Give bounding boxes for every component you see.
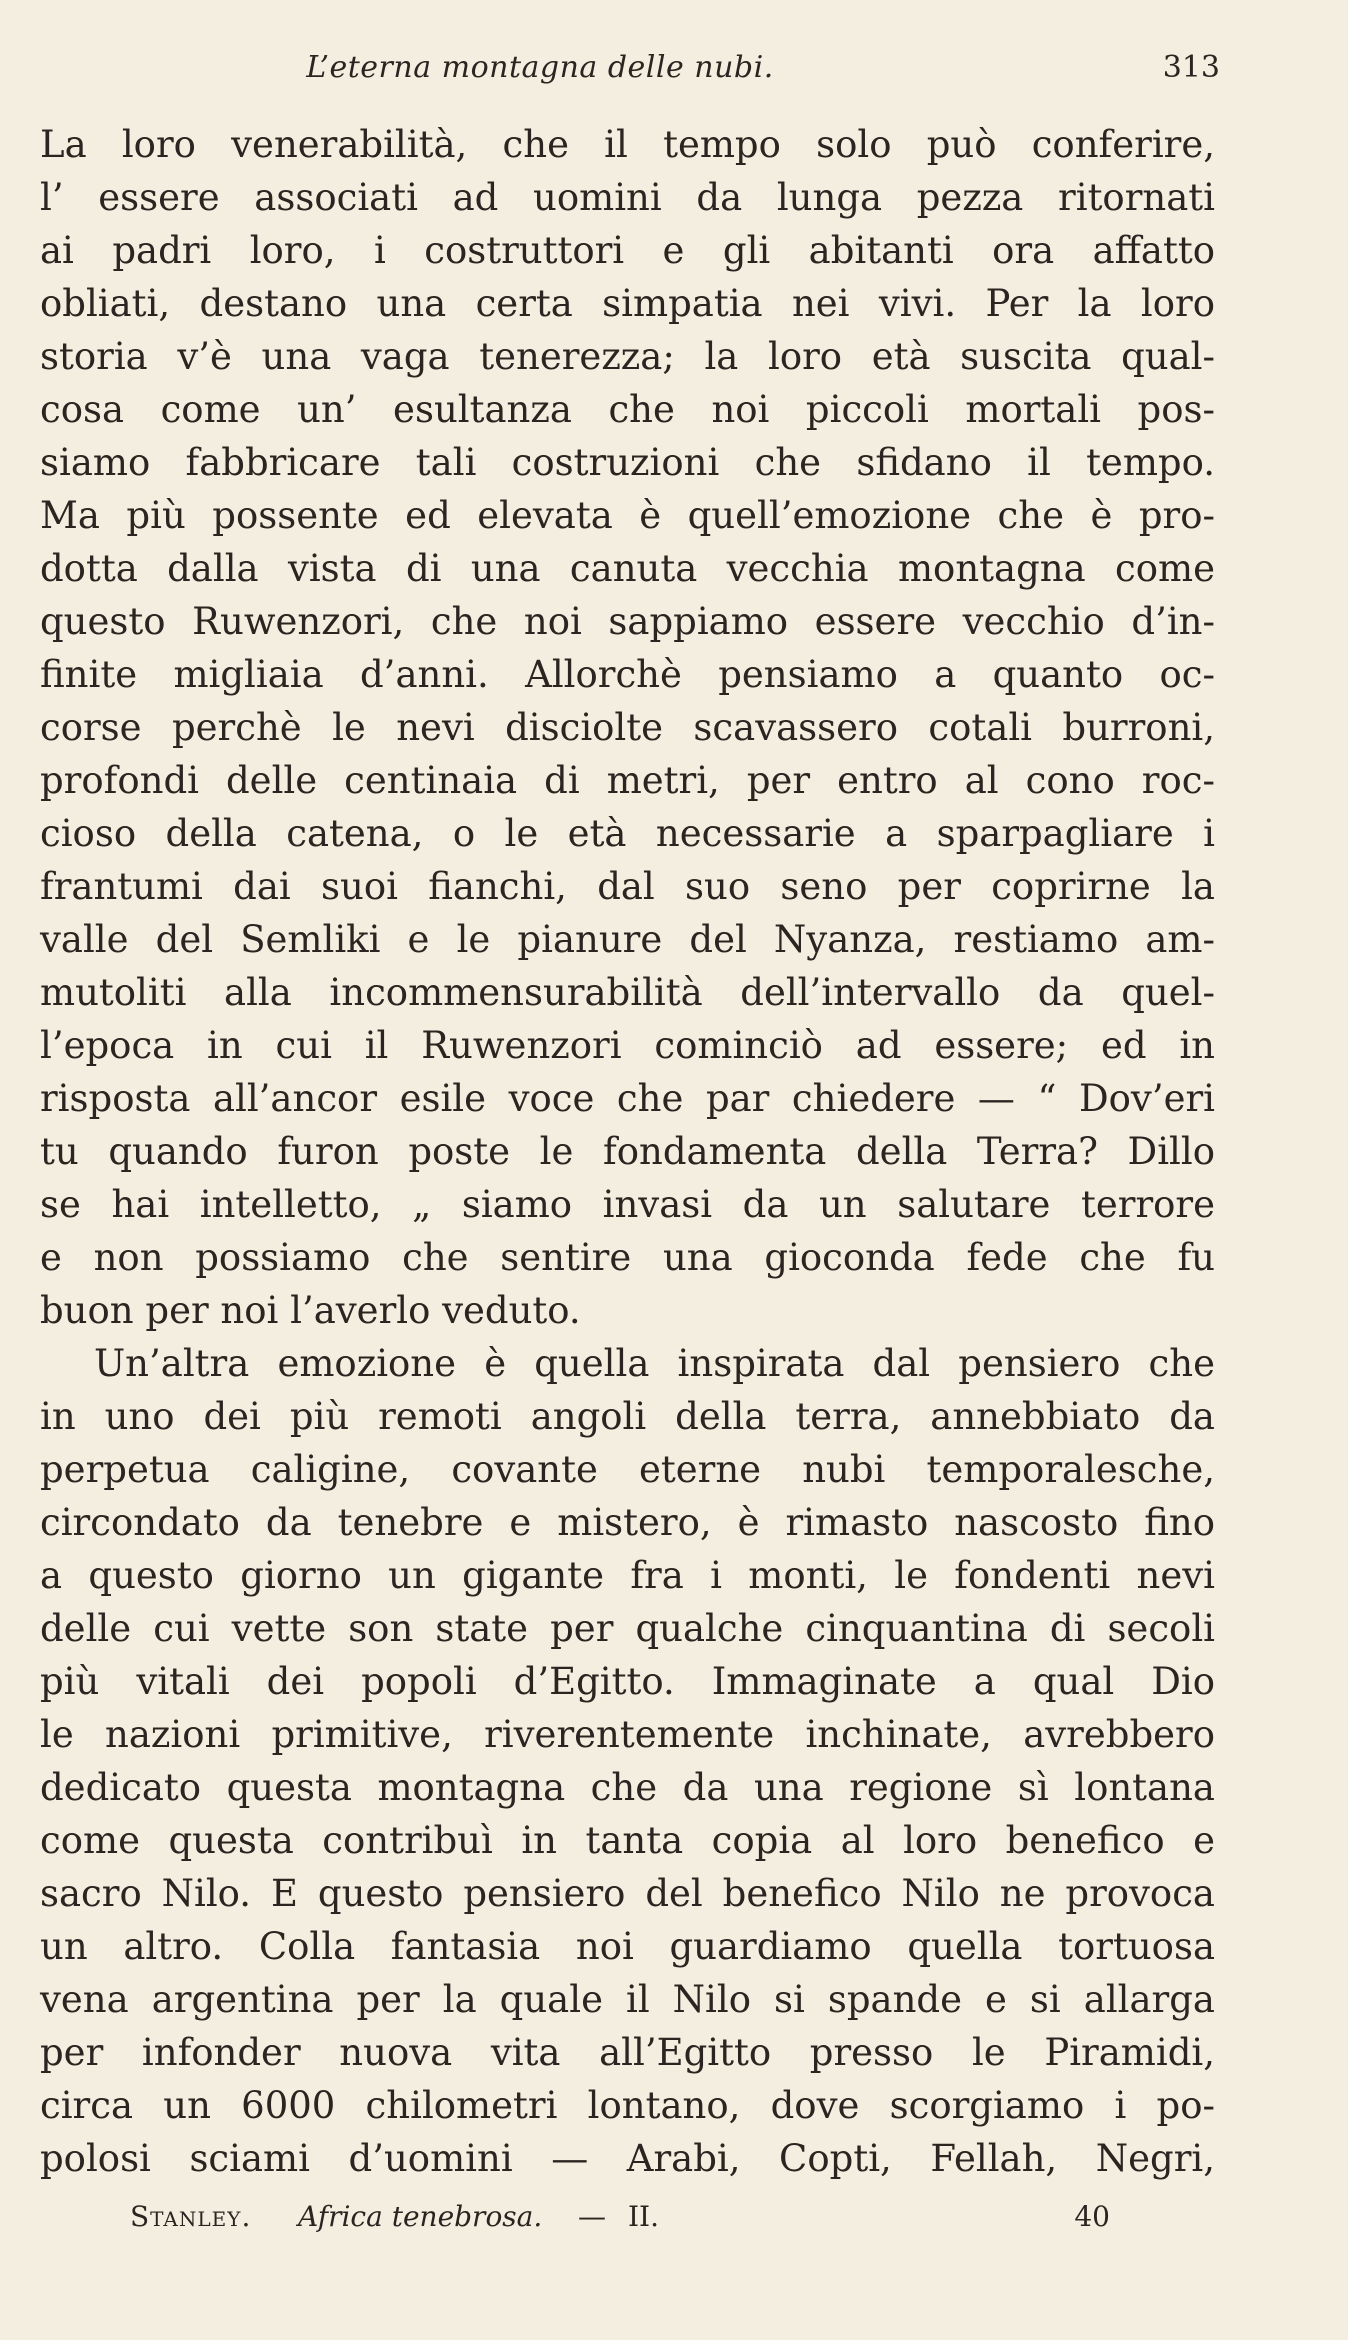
text-line: a questo giorno un gigante fra i monti, le fondenti nevi	[40, 1554, 1215, 1597]
text-line: l’epoca in cui il Ruwenzori cominciò ad essere; ed in	[40, 1024, 1215, 1067]
text-line: frantumi dai suoi fianchi, dal suo seno per coprirne la	[40, 865, 1215, 908]
text-line: siamo fabbricare tali costruzioni che sfidano il tempo.	[40, 441, 1215, 484]
footer-book-title: Africa tenebrosa.	[298, 2200, 543, 2233]
text-line: ai padri loro, i costruttori e gli abitanti ora affatto	[40, 229, 1215, 272]
footer-author: Stanley.	[130, 2200, 252, 2233]
text-line: in uno dei più remoti angoli della terra, annebbiato da	[40, 1395, 1215, 1438]
text-line: per infonder nuova vita all’Egitto presso le Piramidi,	[40, 2031, 1215, 2074]
text-line: sacro Nilo. E questo pensiero del benefico Nilo ne provoca	[40, 1872, 1215, 1915]
running-title: L’eterna montagna delle nubi.	[306, 50, 774, 85]
page-number: 313	[1162, 50, 1220, 85]
text-line: circondato da tenebre e mistero, è rimasto nascosto fino	[40, 1501, 1215, 1544]
text-line: più vitali dei popoli d’Egitto. Immaginate a qual Dio	[40, 1660, 1215, 1703]
text-line: come questa contribuì in tanta copia al loro benefico e	[40, 1819, 1215, 1862]
text-line: valle del Semliki e le pianure del Nyanza, restiamo am-	[40, 918, 1215, 961]
footer-volume: II.	[628, 2200, 660, 2233]
text-line: l’ essere associati ad uomini da lunga pezza ritornati	[40, 176, 1215, 219]
text-line: tu quando furon poste le fondamenta della Terra? Dillo	[40, 1130, 1215, 1173]
footer-separator: —	[578, 2200, 606, 2233]
text-line: mutoliti alla incommensurabilità dell’intervallo da quel-	[40, 971, 1215, 1014]
text-line: un altro. Colla fantasia noi guardiamo quella tortuosa	[40, 1925, 1215, 1968]
text-line: risposta all’ancor esile voce che par chiedere — “ Dov’eri	[40, 1077, 1215, 1120]
text-line: obliati, destano una certa simpatia nei vivi. Per la loro	[40, 282, 1215, 325]
text-line: questo Ruwenzori, che noi sappiamo essere vecchio d’in-	[40, 600, 1215, 643]
footer-signature-mark: 40	[1074, 2200, 1110, 2233]
text-line: storia v’è una vaga tenerezza; la loro età suscita qual-	[40, 335, 1215, 378]
page-footer	[130, 2200, 1110, 2240]
text-line: vena argentina per la quale il Nilo si spande e si allarga	[40, 1978, 1215, 2021]
text-line: e non possiamo che sentire una gioconda fede che fu	[40, 1236, 1215, 1279]
text-line: finite migliaia d’anni. Allorchè pensiamo a quanto oc-	[40, 653, 1215, 696]
text-line: polosi sciami d’uomini — Arabi, Copti, Fellah, Negri,	[40, 2137, 1215, 2180]
text-line: corse perchè le nevi disciolte scavassero cotali burroni,	[40, 706, 1215, 749]
text-line: dedicato questa montagna che da una regione sì lontana	[40, 1766, 1215, 1809]
text-line: cosa come un’ esultanza che noi piccoli mortali pos-	[40, 388, 1215, 431]
text-line: se hai intelletto, „ siamo invasi da un salutare terrore	[40, 1183, 1215, 1226]
running-head	[40, 50, 1220, 90]
text-line: le nazioni primitive, riverentemente inchinate, avrebbero	[40, 1713, 1215, 1756]
text-line: dotta dalla vista di una canuta vecchia montagna come	[40, 547, 1215, 590]
text-line: La loro venerabilità, che il tempo solo può conferire,	[40, 123, 1215, 166]
text-line: Ma più possente ed elevata è quell’emozione che è pro-	[40, 494, 1215, 537]
text-line: circa un 6000 chilometri lontano, dove scorgiamo i po-	[40, 2084, 1215, 2127]
paragraph-first-line: Un’altra emozione è quella inspirata dal pensiero che	[94, 1342, 1215, 1385]
body-text	[40, 118, 1215, 2185]
text-line: profondi delle centinaia di metri, per entro al cono roc-	[40, 759, 1215, 802]
text-line: perpetua caligine, covante eterne nubi temporalesche,	[40, 1448, 1215, 1491]
paragraph-last-line: buon per noi l’averlo veduto.	[40, 1289, 581, 1332]
text-line: delle cui vette son state per qualche cinquantina di secoli	[40, 1607, 1215, 1650]
text-line: cioso della catena, o le età necessarie a sparpagliare i	[40, 812, 1215, 855]
